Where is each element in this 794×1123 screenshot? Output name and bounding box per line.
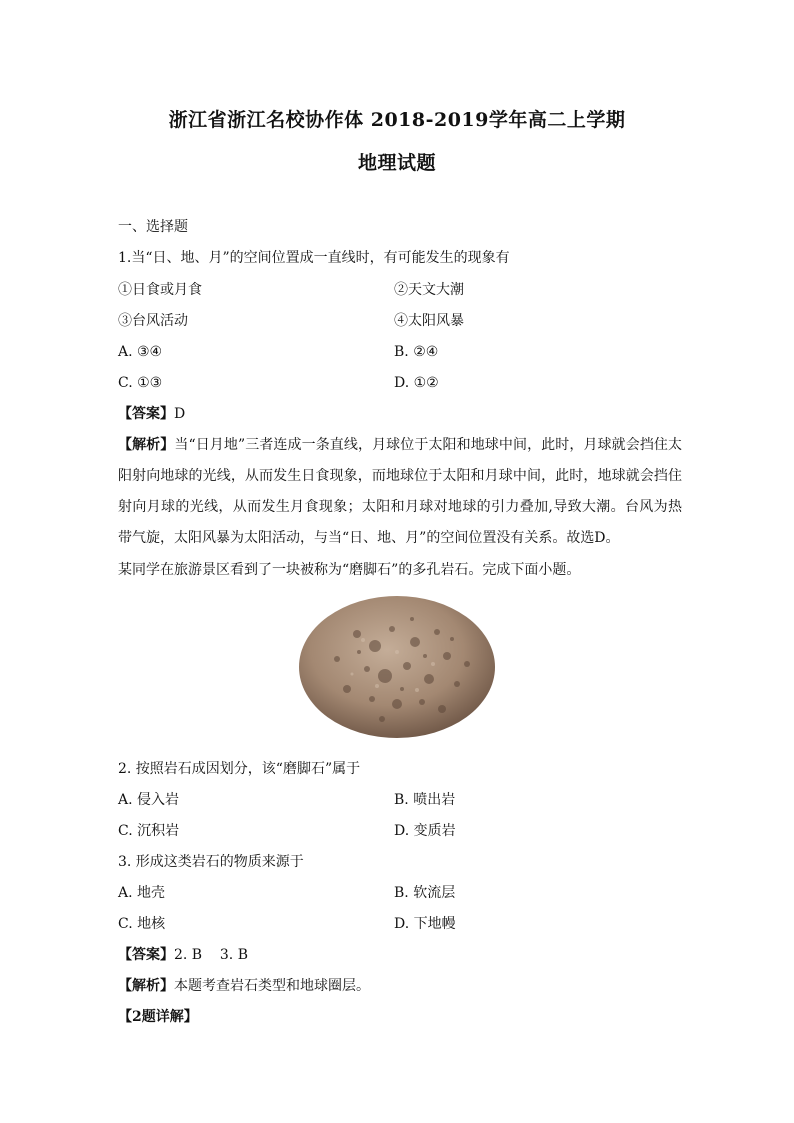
q1-item-3: ③台风活动 (118, 313, 188, 329)
q3-option-b: B. 软流层 (394, 885, 456, 901)
q1-item-1: ①日食或月食 (118, 282, 202, 298)
q3-stem: 3. 形成这类岩石的物质来源于 (118, 854, 304, 870)
q1-answer (118, 404, 185, 424)
q2-q3-analysis-text: 本题考查岩石类型和地球圈层。 (174, 978, 370, 994)
q3-option-a: A. 地壳 (118, 885, 166, 901)
q2-option-b: B. 喷出岩 (394, 792, 456, 808)
q1-option-c: C. ①③ (118, 375, 163, 391)
q2-q3-analysis (118, 976, 370, 996)
q2-q3-analysis-label: 【解析】 (118, 978, 174, 994)
q2-option-d: D. 变质岩 (394, 823, 456, 839)
q1-option-b: B. ②④ (394, 344, 439, 360)
q2-option-c: C. 沉积岩 (118, 823, 180, 839)
q1-analysis (118, 430, 682, 554)
q2-option-a: A. 侵入岩 (118, 792, 180, 808)
q2-detail-heading: 【2题详解】 (118, 1009, 198, 1025)
q2-q3-answer-text: 2. B 3. B (174, 947, 248, 963)
q1-answer-label: 【答案】 (118, 406, 174, 422)
q3-option-d: D. 下地幔 (394, 916, 456, 932)
q1-option-d: D. ①② (394, 375, 439, 391)
q3-option-c: C. 地核 (118, 916, 166, 932)
q2-stem: 2. 按照岩石成因划分，该“磨脚石”属于 (118, 761, 361, 777)
q2-q3-intro: 某同学在旅游景区看到了一块被称为“磨脚石”的多孔岩石。完成下面小题。 (118, 562, 581, 578)
q1-option-a: A. ③④ (118, 344, 163, 360)
doc-title-line2: 地理试题 (357, 152, 436, 174)
pumice-stone-image (297, 594, 497, 740)
q1-stem: 1.当“日、地、月”的空间位置成一直线时，有可能发生的现象有 (118, 250, 510, 266)
section-heading: 一、选择题 (118, 219, 188, 235)
q1-analysis-label: 【解析】 (118, 437, 175, 453)
q1-item-4: ④太阳风暴 (394, 313, 464, 329)
q1-analysis-text: 当“日月地”三者连成一条直线，月球位于太阳和地球中间，此时，月球就会挡住太阳射向地球的光线，从而发生日食现象，而地球位于太阳和月球中间，此时，地球就会挡住射向月球的光线，从而发生月食现象；太阳和月球对地球的引力叠加,导致大潮。台风为热带气旋，太阳风暴为太阳活动，与当“日、地、月”的空间位置没有关系。故选D。 (118, 437, 683, 546)
doc-title-line1: 浙江省浙江名校协作体 2018-2019学年高二上学期 (168, 109, 626, 131)
q1-item-2: ②天文大潮 (394, 282, 464, 298)
q1-answer-value: D (174, 406, 186, 422)
q2-q3-answer (118, 945, 248, 965)
q2-q3-answer-label: 【答案】 (118, 947, 174, 963)
